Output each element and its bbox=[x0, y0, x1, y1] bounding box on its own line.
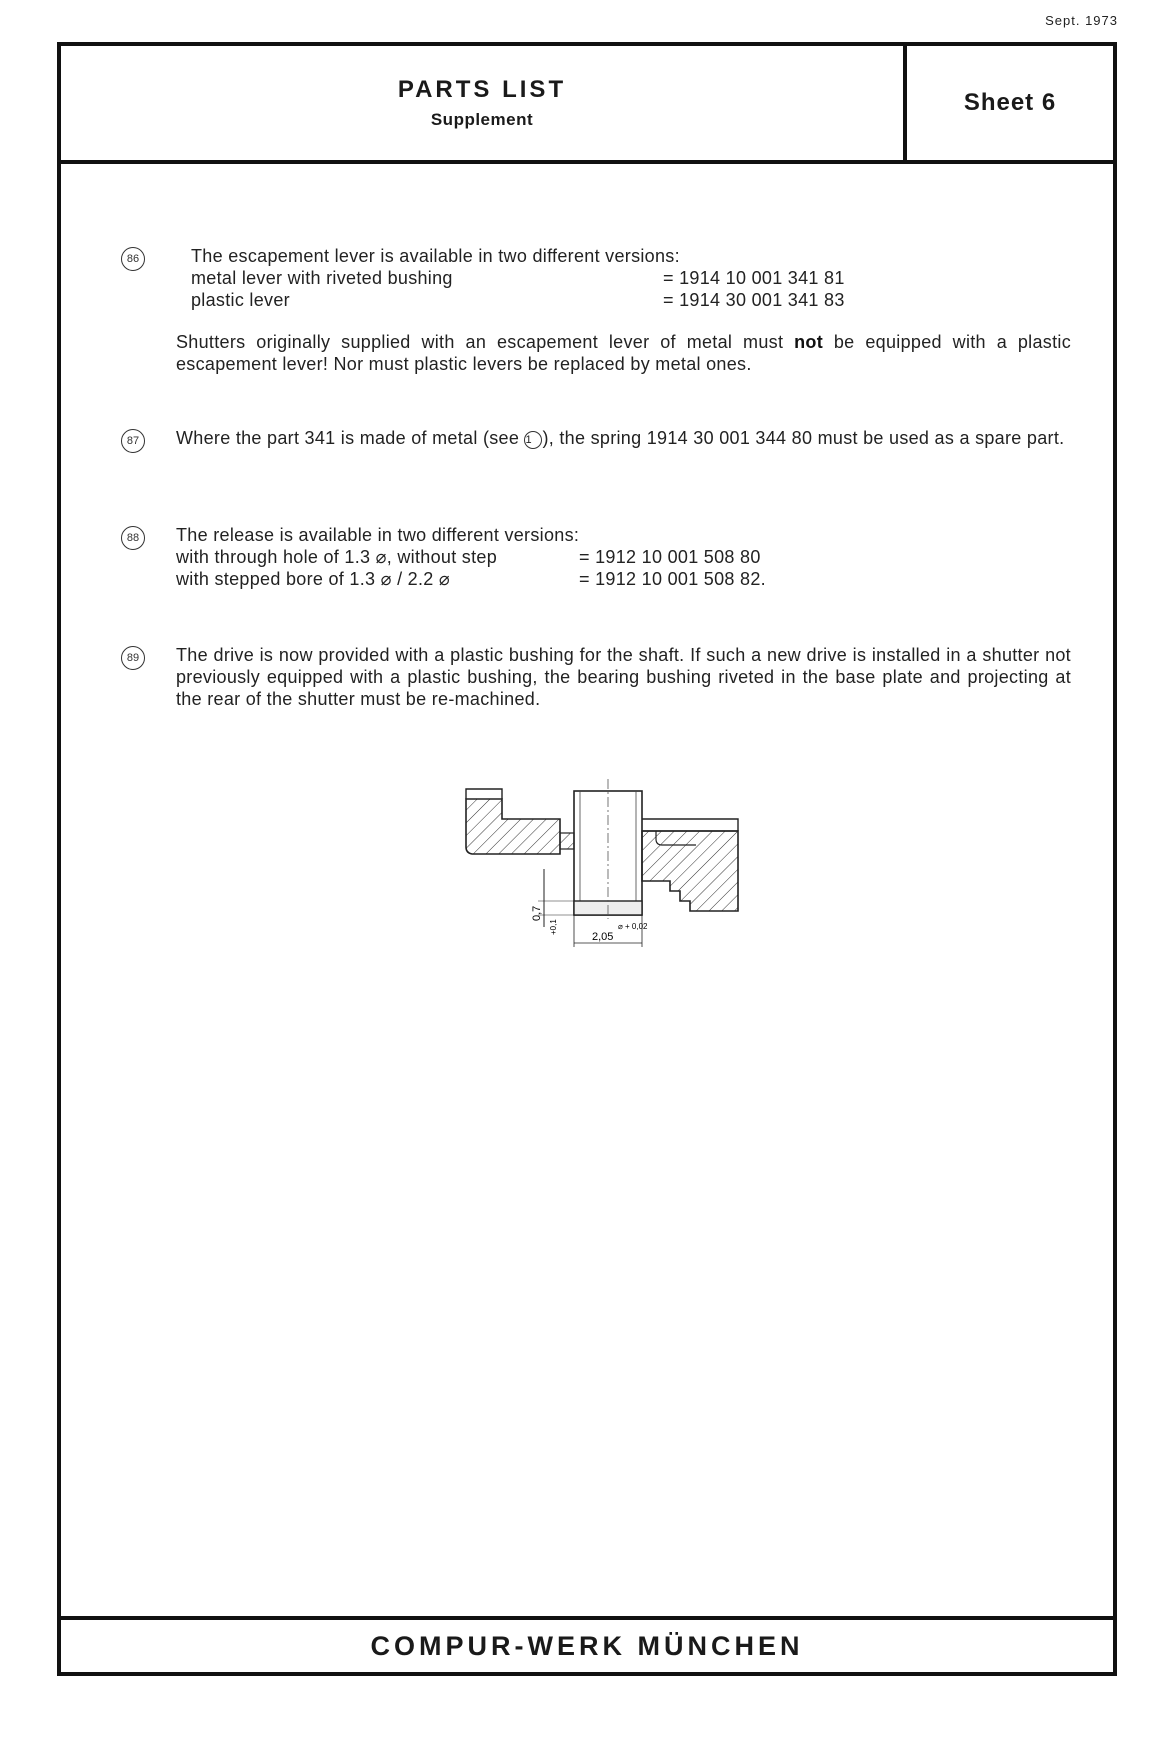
header bbox=[61, 46, 1113, 164]
note-88-row bbox=[176, 568, 1071, 590]
note-86-row bbox=[191, 267, 1071, 289]
dim-horizontal: 2,05 bbox=[592, 931, 614, 943]
note-88-row-value: = 1912 10 001 508 82. bbox=[579, 569, 766, 589]
note-88-versions bbox=[176, 524, 1071, 590]
page-title: PARTS LIST bbox=[397, 76, 567, 103]
note-number-86: 86 bbox=[121, 247, 145, 271]
note-88-intro: The release is available in two different versions: bbox=[176, 525, 580, 545]
note-86-versions bbox=[191, 245, 1071, 311]
note-86-row-value: = 1914 30 001 341 83 bbox=[663, 290, 845, 310]
note-86-row-value: = 1914 10 001 341 81 bbox=[663, 268, 845, 288]
sheet-number: Sheet 6 bbox=[963, 89, 1057, 116]
note-number-88: 88 bbox=[121, 526, 145, 550]
base-plate-left bbox=[466, 799, 560, 854]
dim-horizontal-tolerance: ⌀ + 0,02 bbox=[618, 922, 648, 931]
note-86-row bbox=[191, 289, 1071, 311]
note-87-text-part: Where the part 341 is made of metal (see bbox=[176, 428, 520, 448]
header-title-cell bbox=[61, 46, 907, 160]
note-86-warning-text: Shutters originally supplied with an escapement lever of metal must bbox=[176, 332, 784, 352]
note-number-89: 89 bbox=[121, 646, 145, 670]
note-86-warning-emphasis: not bbox=[794, 332, 824, 352]
reference-circle: 1 bbox=[524, 431, 542, 449]
note-88-row-value: = 1912 10 001 508 80 bbox=[579, 547, 761, 567]
note-86-row-label: metal lever with riveted bushing bbox=[191, 268, 453, 288]
cross-section-svg bbox=[456, 769, 776, 959]
note-number-87: 87 bbox=[121, 429, 145, 453]
page-frame bbox=[57, 42, 1117, 1676]
note-89-text: The drive is now provided with a plastic bushing for the shaft. If such a new drive is installed in a shutter not previously equipped with a plastic bushing, the bearing bushing riveted in the base plate and projecting at the rear of the shutter must be re-machined. bbox=[176, 645, 1071, 709]
note-88-row-label: with through hole of 1.3 ⌀, without step bbox=[176, 547, 498, 567]
bushing-cross-section-drawing bbox=[456, 769, 776, 964]
note-86-row-label: plastic lever bbox=[191, 290, 290, 310]
document-date: Sept. 1973 bbox=[1045, 13, 1118, 28]
note-88-row bbox=[176, 546, 1071, 568]
note-86-intro: The escapement lever is available in two different versions: bbox=[191, 246, 680, 266]
note-86-warning-text: be equipped with a plastic escapement lever! Nor must plastic levers be replaced by metal ones. bbox=[176, 332, 1071, 374]
dim-vertical: 0,7 bbox=[531, 905, 543, 921]
page-subtitle: Supplement bbox=[430, 110, 534, 129]
note-88-row-label: with stepped bore of 1.3 ⌀ / 2.2 ⌀ bbox=[176, 569, 451, 589]
base-plate-outline bbox=[466, 789, 502, 799]
note-86-warning bbox=[176, 331, 1071, 375]
footer-company: COMPUR-WERK MÜNCHEN bbox=[61, 1616, 1113, 1672]
dim-vertical-tolerance: +0,1 bbox=[549, 919, 558, 935]
note-87-text-part: ), the spring 1914 30 001 344 80 must be used as a spare part. bbox=[542, 428, 1065, 448]
note-87-text bbox=[176, 427, 1071, 449]
